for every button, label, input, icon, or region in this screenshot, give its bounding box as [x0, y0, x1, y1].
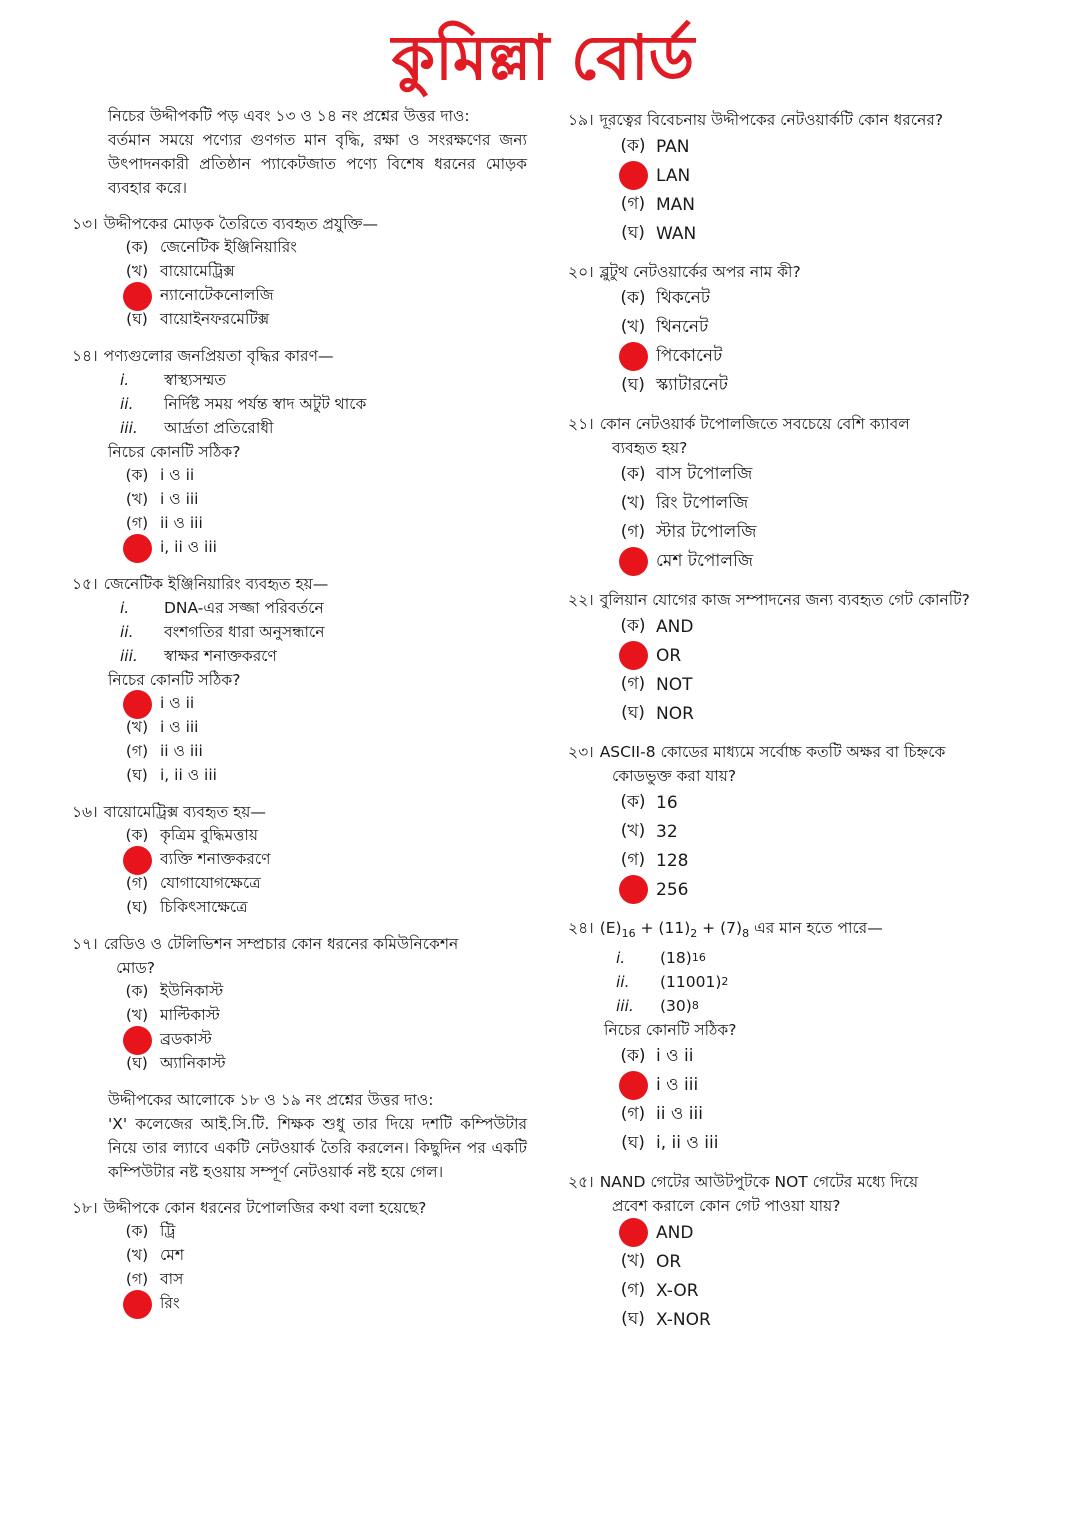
option-kha[interactable] — [616, 1071, 1018, 1100]
option-gha[interactable] — [120, 308, 527, 332]
option-ka[interactable] — [120, 980, 527, 1004]
answer-dot-marker — [616, 161, 650, 190]
option-key: (খ) — [125, 718, 149, 736]
option-gha[interactable] — [616, 875, 1018, 904]
correct-answer-dot — [619, 342, 648, 371]
question-22 — [568, 588, 1018, 728]
option-key: (গ) — [620, 193, 646, 214]
option-label: ii ও iii — [656, 1103, 703, 1124]
option-key: (গ) — [620, 1279, 646, 1300]
options-list — [568, 1042, 1018, 1158]
correct-answer-dot — [619, 1218, 648, 1247]
options-list — [72, 824, 527, 920]
correct-answer-dot — [619, 641, 648, 670]
question-number: ২২। — [568, 591, 594, 609]
option-key: (ক) — [620, 463, 646, 484]
statement — [616, 994, 1018, 1018]
option-key: (ঘ) — [621, 374, 645, 395]
option-label: NOT — [656, 674, 693, 695]
option-kha[interactable] — [120, 1244, 527, 1268]
option-label: X-NOR — [656, 1309, 711, 1330]
option-label: পিকোনেট — [656, 345, 723, 366]
options-list — [72, 464, 527, 560]
options-list — [72, 692, 527, 788]
question-text: দূরত্বের বিবেচনায় উদ্দীপকের নেটওয়ার্কটি কোন ধরনের? — [599, 111, 944, 129]
option-label: ইউনিকাস্ট — [160, 982, 224, 1000]
question-text: উদ্দীপকে কোন ধরনের টপোলজির কথা বলা হয়েছে? — [103, 1199, 427, 1217]
option-ka[interactable] — [616, 1218, 1018, 1247]
option-label: ব্রডকাস্ট — [160, 1030, 212, 1048]
statement-number: i. — [120, 371, 130, 389]
option-label: i, ii ও iii — [160, 766, 217, 784]
which-correct-label: নিচের কোনটি সঠিক? — [108, 443, 241, 461]
option-ka[interactable] — [120, 824, 527, 848]
option-key: (খ) — [125, 1246, 149, 1264]
question-23 — [568, 740, 1018, 904]
option-gha[interactable] — [616, 547, 1018, 576]
correct-answer-dot — [619, 161, 648, 190]
option-key: (ঘ) — [621, 702, 645, 723]
option-label: অ্যানিকাস্ট — [160, 1054, 226, 1072]
option-label: 256 — [656, 879, 689, 900]
correct-answer-dot — [123, 1290, 152, 1319]
question-number: ১৬। — [72, 803, 98, 821]
answer-dot-marker — [120, 536, 154, 560]
subscript: 8 — [742, 927, 750, 941]
statement-number: ii. — [120, 623, 134, 641]
option-ga[interactable] — [120, 512, 527, 536]
option-label: রিং — [160, 1294, 180, 1312]
answer-dot-marker — [616, 1218, 650, 1247]
option-label: WAN — [656, 223, 697, 244]
option-ga[interactable] — [616, 846, 1018, 875]
statement-text: নির্দিষ্ট সময় পর্যন্ত স্বাদ অটুট থাকে — [164, 395, 367, 413]
answer-dot-marker — [120, 692, 154, 716]
option-key: (গ) — [125, 514, 149, 532]
answer-dot-marker — [120, 1292, 154, 1316]
which-correct-label: নিচের কোনটি সঠিক? — [108, 671, 241, 689]
statement — [616, 970, 1018, 994]
question-20 — [568, 260, 1018, 400]
options-list — [568, 132, 1018, 248]
option-ka[interactable] — [120, 464, 527, 488]
option-label: NOR — [656, 703, 694, 724]
option-kha[interactable] — [616, 313, 1018, 342]
option-label: বাস টপোলজি — [656, 463, 753, 484]
question-number: ১৮। — [72, 1199, 98, 1217]
which-correct-label: নিচের কোনটি সঠিক? — [604, 1021, 737, 1040]
question-number: ১৪। — [72, 347, 98, 365]
text-part: এর মান হতে পারে— — [749, 919, 883, 937]
option-kha[interactable] — [120, 488, 527, 512]
answer-dot-marker — [616, 342, 650, 371]
option-ga[interactable] — [120, 872, 527, 896]
question-text: রেডিও ও টেলিভিশন সম্প্রচার কোন ধরনের কমিউনিকেশন — [103, 935, 459, 953]
answer-dot-marker — [120, 284, 154, 308]
option-key: (ঘ) — [126, 766, 148, 784]
option-gha[interactable] — [120, 1052, 527, 1076]
option-key: (ঘ) — [621, 1132, 645, 1153]
option-kha[interactable] — [616, 817, 1018, 846]
question-14 — [72, 344, 527, 560]
option-key: (ঘ) — [126, 1054, 148, 1072]
option-label: মাল্টিকাস্ট — [160, 1006, 220, 1024]
option-ka[interactable] — [616, 132, 1018, 161]
option-key: (ঘ) — [621, 222, 645, 243]
question-number: ২১। — [568, 415, 594, 433]
stimulus-instruction: উদ্দীপকের আলোকে ১৮ ও ১৯ নং প্রশ্নের উত্তর দাও: — [108, 1091, 434, 1109]
option-gha[interactable] — [616, 1129, 1018, 1158]
correct-answer-dot — [123, 534, 152, 563]
option-key: (ক) — [125, 826, 149, 844]
option-label: থিননেট — [656, 316, 709, 337]
option-key: (ক) — [125, 1222, 149, 1240]
statement — [120, 596, 527, 620]
option-label: PAN — [656, 136, 690, 157]
option-key: (ঘ) — [126, 310, 148, 328]
statement — [120, 620, 527, 644]
option-kha[interactable] — [120, 260, 527, 284]
question-text: পণ্যগুলোর জনপ্রিয়তা বৃদ্ধির কারণ— — [103, 347, 334, 365]
stimulus-13-14 — [72, 104, 527, 200]
option-label: i ও iii — [656, 1074, 699, 1095]
option-ka[interactable] — [120, 236, 527, 260]
option-label: LAN — [656, 165, 691, 186]
option-key: (খ) — [620, 820, 646, 841]
option-key: (গ) — [620, 1103, 646, 1124]
option-ga[interactable] — [120, 740, 527, 764]
text-part: + (7) — [697, 919, 743, 937]
question-number: ১৫। — [72, 575, 98, 593]
option-key: (গ) — [620, 849, 646, 870]
option-label: 16 — [656, 792, 678, 813]
option-key: (গ) — [125, 742, 149, 760]
question-25 — [568, 1170, 1018, 1334]
option-gha[interactable] — [616, 699, 1018, 728]
statement-number: i. — [120, 599, 130, 617]
text-part: + (11) — [635, 919, 691, 937]
option-ga[interactable] — [616, 342, 1018, 371]
statements-list — [568, 946, 1018, 1018]
option-label: OR — [656, 645, 682, 666]
stimulus-text: বর্তমান সময়ে পণ্যের গুণগত মান বৃদ্ধি, রক্ষা ও সংরক্ষণের জন্য উৎপাদনকারী প্রতিষ্ঠান প্যাকেটজাত পণ্যে বিশেষ ধরনের মোড়ক ব্যবহার করে। — [108, 131, 527, 197]
option-key: (খ) — [620, 1250, 646, 1271]
option-key: (ক) — [125, 238, 149, 256]
option-key: (ক) — [620, 1045, 646, 1066]
option-ka[interactable] — [616, 612, 1018, 641]
question-number: ১৯। — [568, 111, 594, 129]
options-list — [568, 788, 1018, 904]
statement — [120, 368, 527, 392]
option-ga[interactable] — [616, 518, 1018, 547]
option-ka[interactable] — [616, 460, 1018, 489]
question-19 — [568, 108, 1018, 248]
option-label: i ও ii — [160, 466, 195, 484]
question-number: ১৭। — [72, 935, 98, 953]
question-number: ১৩। — [72, 215, 98, 233]
text-part: (E) — [599, 919, 622, 937]
question-13 — [72, 212, 527, 332]
question-text: ASCII-8 কোডের মাধ্যমে সর্বোচ্চ কতটি অক্ষর বা চিহ্নকে — [599, 743, 946, 761]
question-17 — [72, 932, 527, 1076]
option-label: মেশ — [160, 1246, 185, 1264]
option-key: (খ) — [620, 492, 646, 513]
options-list — [568, 612, 1018, 728]
option-key: (খ) — [125, 1006, 149, 1024]
option-label: 32 — [656, 821, 678, 842]
option-label: X-OR — [656, 1280, 699, 1301]
correct-answer-dot — [619, 547, 648, 576]
statement-text: (11001) — [660, 973, 722, 992]
option-label: বায়োমেট্রিক্স — [160, 262, 235, 280]
option-label: স্টার টপোলজি — [656, 521, 757, 542]
statement-text: বংশগতির ধারা অনুসন্ধানে — [164, 623, 325, 641]
option-label: থিকনেট — [656, 287, 711, 308]
option-key: (খ) — [125, 490, 149, 508]
option-key: (ক) — [125, 466, 149, 484]
answer-dot-marker — [616, 547, 650, 576]
statement-text: স্বাক্ষর শনাক্তকরণে — [164, 647, 277, 665]
options-list — [568, 284, 1018, 400]
question-number: ২৫। — [568, 1173, 594, 1192]
stimulus-text: 'X' কলেজের আই.সি.টি. শিক্ষক শুধু তার দিয়ে দশটি কম্পিউটার নিয়ে তার ল্যাবে একটি নেটওয়ার্ক তৈরি করলেন। কিছুদিন পর একটি কম্পিউটার নষ্ট হওয়ায় সম্পূর্ণ নেটওয়ার্ক নষ্ট হয়ে গেল। — [108, 1115, 527, 1181]
stimulus-18-19 — [72, 1088, 527, 1184]
option-ka[interactable] — [616, 1042, 1018, 1071]
option-label: i, ii ও iii — [160, 538, 217, 556]
options-list — [72, 236, 527, 332]
question-text: বুলিয়ান যোগের কাজ সম্পাদনের জন্য ব্যবহৃত গেট কোনটি? — [599, 591, 970, 609]
statement — [120, 644, 527, 668]
option-key: (ক) — [620, 135, 646, 156]
statements-list — [72, 596, 527, 668]
option-kha[interactable] — [616, 489, 1018, 518]
option-label: ব্যক্তি শনাক্তকরণে — [160, 850, 271, 868]
option-kha[interactable] — [120, 716, 527, 740]
statements-list — [72, 368, 527, 440]
statement-text: (30) — [660, 997, 692, 1016]
answer-dot-marker — [616, 875, 650, 904]
option-ka[interactable] — [616, 284, 1018, 313]
statement-number: ii. — [616, 973, 630, 992]
question-number: ২৩। — [568, 743, 594, 761]
option-gha[interactable] — [616, 371, 1018, 400]
option-key: (গ) — [620, 673, 646, 694]
option-label: বাস — [160, 1270, 184, 1288]
correct-answer-dot — [619, 1071, 648, 1100]
option-label: i ও iii — [160, 490, 199, 508]
question-text: বায়োমেট্রিক্স ব্যবহৃত হয়— — [103, 803, 266, 821]
statement — [120, 392, 527, 416]
subscript: 2 — [721, 975, 729, 989]
option-ka[interactable] — [616, 788, 1018, 817]
question-text-continued: মোড? — [116, 959, 156, 977]
question-text: জেনেটিক ইঞ্জিনিয়ারিং ব্যবহৃত হয়— — [103, 575, 329, 593]
option-label: ii ও iii — [160, 514, 203, 532]
option-label: MAN — [656, 194, 696, 215]
question-16 — [72, 800, 527, 920]
stimulus-instruction: নিচের উদ্দীপকটি পড় এবং ১৩ ও ১৪ নং প্রশ্নের উত্তর দাও: — [108, 107, 470, 125]
answer-dot-marker — [120, 1028, 154, 1052]
option-key: (খ) — [620, 316, 646, 337]
option-label: OR — [656, 1251, 682, 1272]
option-key: (গ) — [125, 874, 149, 892]
question-24 — [568, 916, 1018, 1158]
statement-text: (18) — [660, 949, 692, 968]
question-text: কোন নেটওয়ার্ক টপোলজিতে সবচেয়ে বেশি ক্যাবল — [599, 415, 910, 433]
option-gha[interactable] — [120, 536, 527, 560]
option-kha[interactable] — [616, 641, 1018, 670]
option-label: রিং টপোলজি — [656, 492, 749, 513]
option-label: ii ও iii — [160, 742, 203, 760]
question-text: উদ্দীপকের মোড়ক তৈরিতে ব্যবহৃত প্রযুক্তি— — [103, 215, 378, 233]
option-key: (ক) — [620, 287, 646, 308]
statement-text: স্বাস্থ্যসম্মত — [164, 371, 227, 389]
statement-number: i. — [616, 949, 626, 968]
subscript: 2 — [690, 927, 698, 941]
option-ka[interactable] — [120, 692, 527, 716]
option-key: (গ) — [125, 1270, 149, 1288]
option-ga[interactable] — [120, 1028, 527, 1052]
right-column — [568, 104, 1018, 1334]
question-number: ২৪। — [568, 919, 594, 937]
option-label: বায়োইনফরমেটিক্স — [160, 310, 270, 328]
question-text: ব্লুটুথ নেটওয়ার্কের অপর নাম কী? — [599, 263, 801, 281]
statement-text: DNA-এর সজ্জা পরিবর্তনে — [164, 599, 324, 617]
option-key: (গ) — [620, 521, 646, 542]
correct-answer-dot — [619, 875, 648, 904]
option-ga[interactable] — [616, 1100, 1018, 1129]
subscript: 8 — [691, 999, 699, 1013]
option-kha[interactable] — [120, 1004, 527, 1028]
option-ga[interactable] — [616, 670, 1018, 699]
option-kha[interactable] — [120, 848, 527, 872]
options-list — [72, 980, 527, 1076]
option-label: কৃত্রিম বুদ্ধিমত্তায় — [160, 826, 258, 844]
option-gha[interactable] — [120, 1292, 527, 1316]
page-title: কুমিল্লা বোর্ড — [391, 21, 695, 94]
option-key: (ক) — [125, 982, 149, 1000]
subscript: 16 — [691, 951, 706, 965]
option-label: জেনেটিক ইঞ্জিনিয়ারিং — [160, 238, 297, 256]
option-label: i ও ii — [160, 694, 195, 712]
option-label: স্ক্যাটারনেট — [656, 374, 728, 395]
option-label: i ও iii — [160, 718, 199, 736]
option-key: (ক) — [620, 615, 646, 636]
question-number: ২০। — [568, 263, 594, 281]
answer-dot-marker — [616, 1071, 650, 1100]
option-label: ট্রি — [160, 1222, 176, 1240]
options-list — [568, 460, 1018, 576]
option-ka[interactable] — [120, 1220, 527, 1244]
question-21 — [568, 412, 1018, 576]
option-gha[interactable] — [120, 896, 527, 920]
option-label: AND — [656, 1222, 694, 1243]
option-label: i ও ii — [656, 1045, 694, 1066]
option-gha[interactable] — [120, 764, 527, 788]
statement-number: iii. — [616, 997, 634, 1016]
option-ga[interactable] — [120, 284, 527, 308]
statement-number: iii. — [120, 419, 138, 437]
question-text: NAND গেটের আউটপুটকে NOT গেটের মধ্যে দিয়ে — [599, 1173, 919, 1192]
option-kha[interactable] — [616, 161, 1018, 190]
statement-number: ii. — [120, 395, 134, 413]
option-label: i, ii ও iii — [656, 1132, 719, 1153]
option-label: চিকিৎসাক্ষেত্রে — [160, 898, 248, 916]
question-18 — [72, 1196, 527, 1316]
option-label: যোগাযোগক্ষেত্রে — [160, 874, 261, 892]
options-list — [568, 1218, 1018, 1334]
option-ga[interactable] — [616, 190, 1018, 219]
question-text — [600, 916, 1018, 946]
statement-text: আর্দ্রতা প্রতিরোধী — [164, 419, 274, 437]
option-key: (ঘ) — [621, 1308, 645, 1329]
question-text-continued: কোডভুক্ত করা যায়? — [612, 767, 737, 785]
option-label: ন্যানোটেকনোলজি — [160, 286, 274, 304]
option-key: (খ) — [125, 262, 149, 280]
left-column — [72, 104, 527, 1316]
statement — [616, 946, 1018, 970]
statement — [120, 416, 527, 440]
option-label: 128 — [656, 850, 689, 871]
question-text-continued: প্রবেশ করালে কোন গেট পাওয়া যায়? — [612, 1197, 841, 1216]
answer-dot-marker — [120, 848, 154, 872]
question-15 — [72, 572, 527, 788]
option-label: AND — [656, 616, 694, 637]
option-key: (ঘ) — [126, 898, 148, 916]
option-key: (ক) — [620, 791, 646, 812]
option-gha[interactable] — [616, 1305, 1018, 1334]
option-label: মেশ টপোলজি — [656, 550, 754, 571]
answer-dot-marker — [616, 641, 650, 670]
option-ga[interactable] — [616, 1276, 1018, 1305]
option-kha[interactable] — [616, 1247, 1018, 1276]
statement-number: iii. — [120, 647, 138, 665]
option-gha[interactable] — [616, 219, 1018, 248]
question-text-continued: ব্যবহৃত হয়? — [612, 439, 688, 457]
option-ga[interactable] — [120, 1268, 527, 1292]
options-list — [72, 1220, 527, 1316]
subscript: 16 — [621, 927, 636, 941]
